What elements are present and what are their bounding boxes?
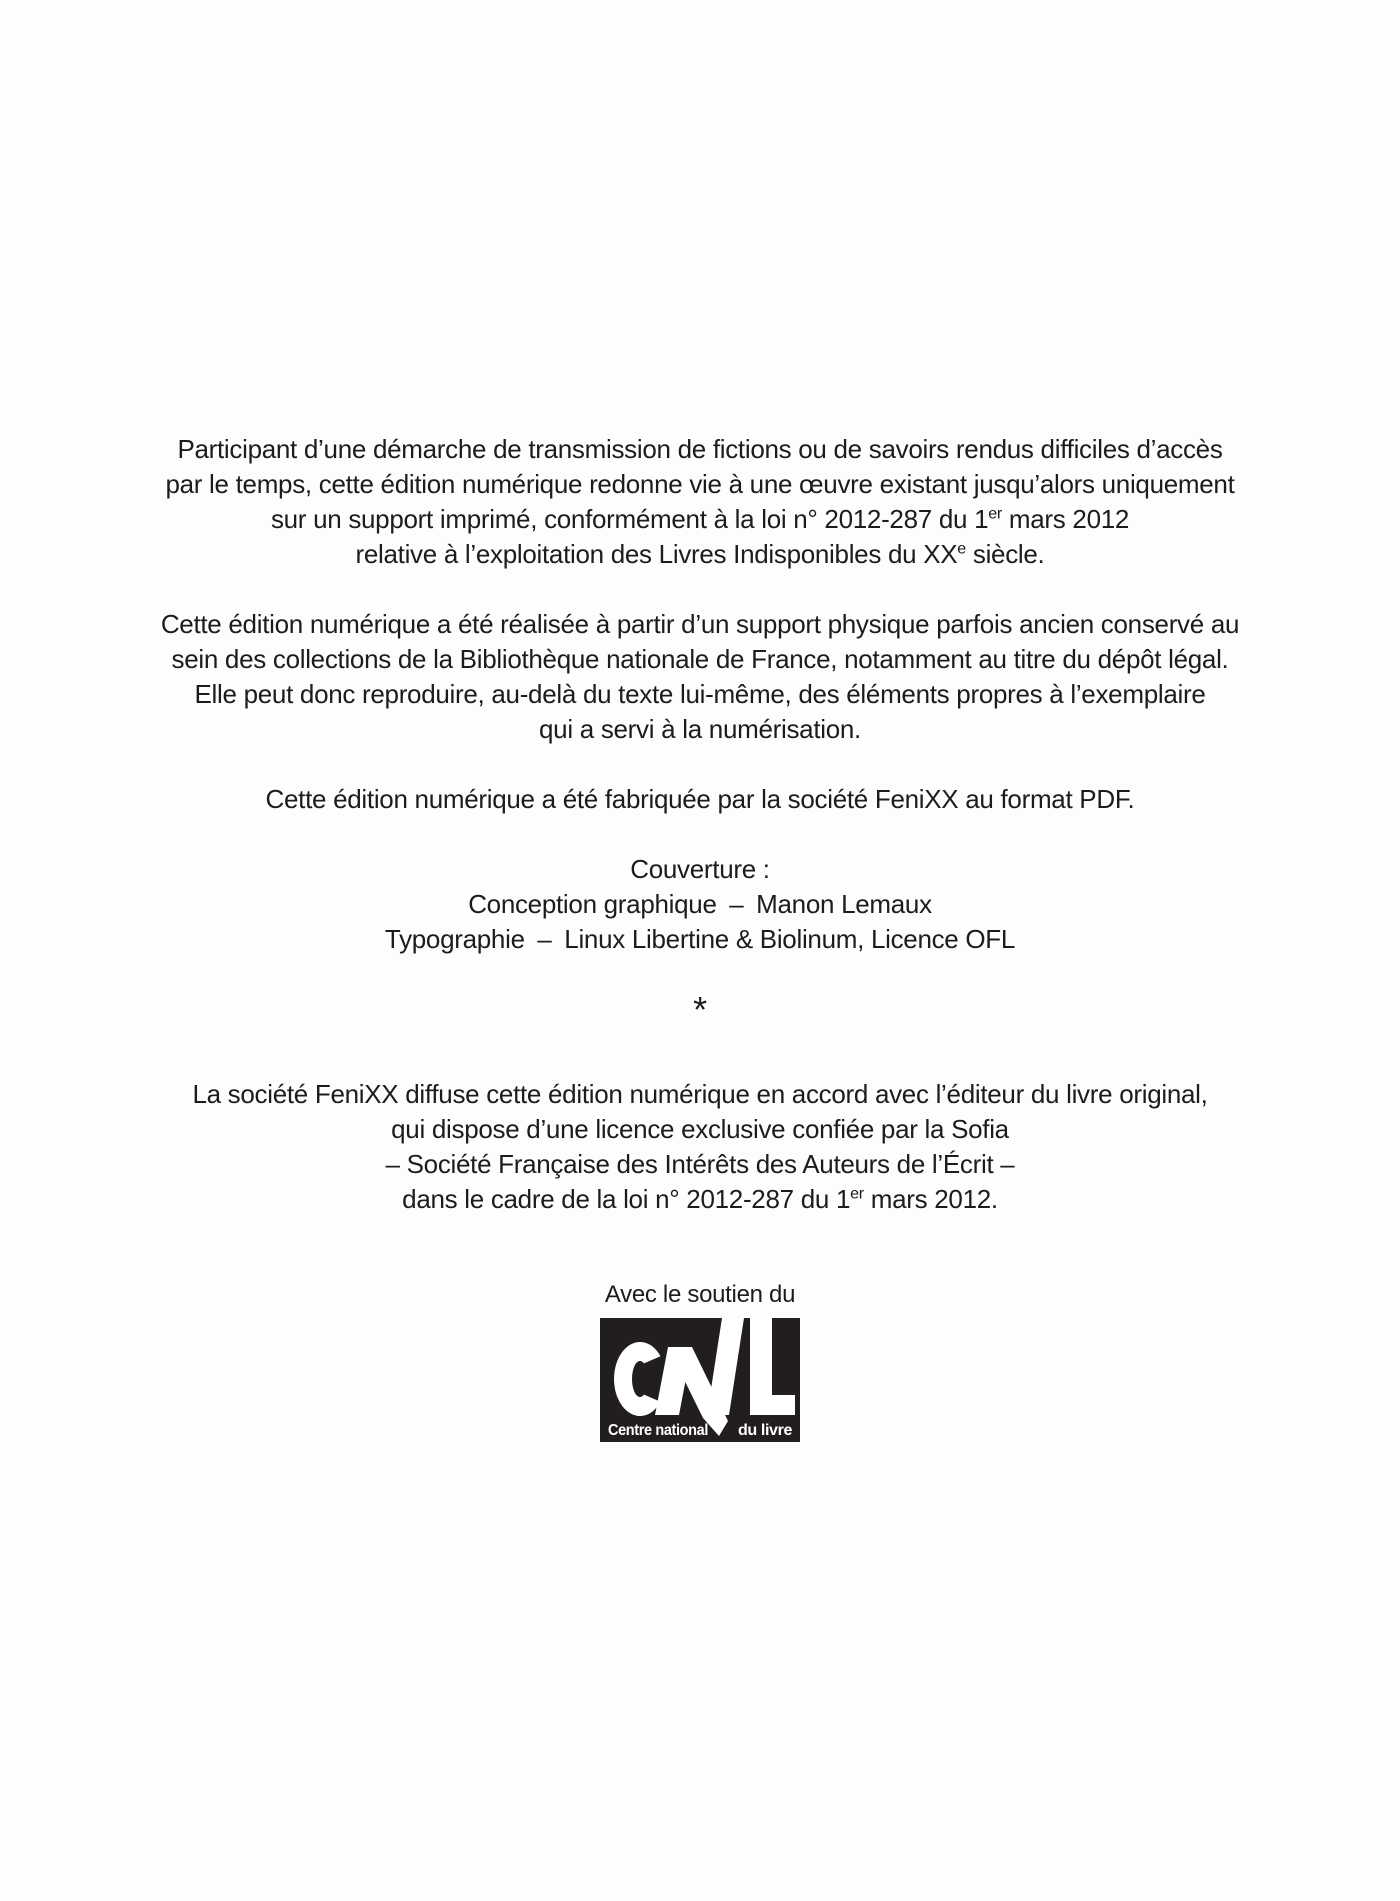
superscript: e — [957, 539, 966, 558]
text-line: La société FeniXX diffuse cette édition numérique en accord avec l’éditeur du livre original, — [192, 1079, 1208, 1109]
text-line: par le temps, cette édition numérique redonne vie à une œuvre existant jusqu’alors uniquement — [165, 469, 1235, 499]
colophon-content — [0, 432, 1400, 1442]
support-block — [0, 1281, 1400, 1442]
text-line: relative à l’exploitation des Livres Indisponibles du XXe siècle. — [355, 539, 1045, 569]
text-line: Cette édition numérique a été réalisée à partir d’un support physique parfois ancien conservé au — [160, 609, 1240, 639]
text-line: Conception graphique – Manon Lemaux — [468, 889, 932, 919]
asterisk-separator — [0, 989, 1400, 1030]
cnl-caption-left: Centre national — [608, 1422, 708, 1439]
text-line: qui a servi à la numérisation. — [539, 714, 861, 744]
text-line: Couverture : — [630, 854, 770, 884]
text-line: qui dispose d’une licence exclusive confiée par la Sofia — [391, 1114, 1009, 1144]
text-line: Elle peut donc reproduire, au-delà du texte lui-même, des éléments propres à l’exemplaire — [194, 679, 1206, 709]
text-line: sein des collections de la Bibliothèque nationale de France, notamment au titre du dépôt légal. — [171, 644, 1229, 674]
superscript: er — [988, 504, 1002, 523]
cnl-caption-right: du livre — [738, 1422, 793, 1439]
text-line: Cette édition numérique a été fabriquée par la société FeniXX au format PDF. — [265, 784, 1135, 814]
text-line: – Société Française des Intérêts des Auteurs de l’Écrit – — [385, 1149, 1015, 1179]
support-label: Avec le soutien du — [604, 1281, 796, 1308]
paragraph — [0, 1077, 1400, 1217]
colophon-paragraphs — [0, 432, 1400, 1217]
paragraph — [0, 782, 1400, 817]
superscript: er — [850, 1184, 864, 1203]
text-line: sur un support imprimé, conformément à la loi n° 2012-287 du 1er mars 2012 — [270, 504, 1130, 534]
text-line: dans le cadre de la loi n° 2012-287 du 1er mars 2012. — [402, 1184, 998, 1214]
paragraph — [0, 607, 1400, 747]
text-line: Participant d’une démarche de transmission de fictions ou de savoirs rendus difficiles d’accès — [177, 434, 1223, 464]
text-line: * — [693, 989, 707, 1030]
cnl-logo — [600, 1318, 800, 1442]
text-line: Typographie – Linux Libertine & Biolinum, Licence OFL — [384, 924, 1016, 954]
paragraph — [0, 432, 1400, 572]
paragraph — [0, 852, 1400, 957]
